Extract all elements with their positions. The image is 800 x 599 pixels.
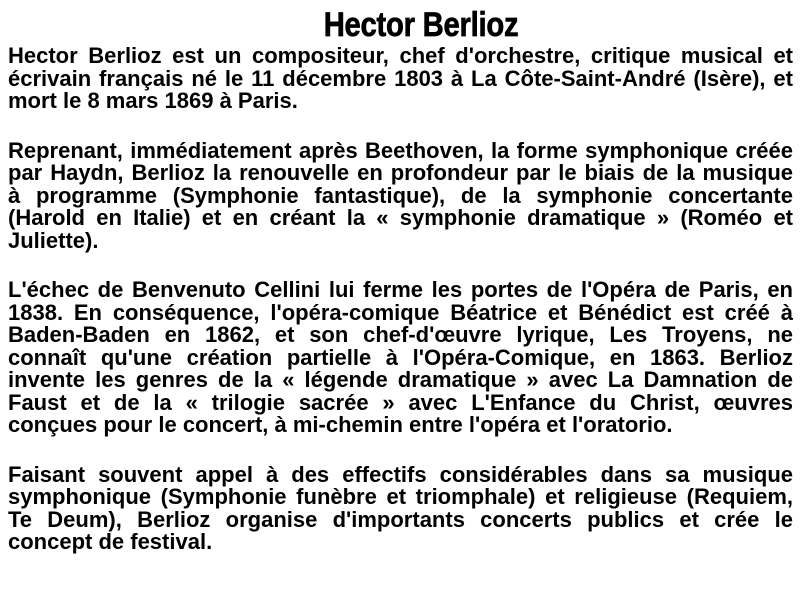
paragraph-line: (Harold en Italie) et en créant la « symphonie dramatique » (Roméo et	[8, 205, 793, 230]
paragraph-line: Te Deum), Berlioz organise d'importants concerts publics et crée le	[8, 506, 793, 532]
paragraph-2	[8, 137, 793, 253]
paragraph-line: Faisant souvent appel à des effectifs considérables dans sa musique	[8, 461, 793, 487]
paragraph-line: L'échec de Benvenuto Cellini lui ferme les portes de l'Opéra de Paris, en	[8, 277, 793, 302]
page-title: Hector Berlioz	[323, 6, 519, 44]
paragraph-line: concept de festival.	[8, 529, 213, 554]
paragraph-line: invente les genres de la « légende dramatique » avec La Damnation de	[8, 367, 793, 392]
paragraph-3	[8, 279, 793, 437]
paragraph-line: Juliette).	[8, 227, 99, 253]
paragraph-line: Reprenant, immédiatement après Beethoven, la forme symphonique créée	[8, 137, 793, 163]
paragraph-line: 1838. En conséquence, l'opéra-comique Béatrice et Bénédict est créé à	[8, 299, 793, 325]
paragraph-line: mort le 8 mars 1869 à Paris.	[8, 88, 298, 113]
document-body	[8, 45, 793, 581]
paragraph-line: Baden-Baden en 1862, et son chef-d'œuvre lyrique, Les Troyens, ne	[8, 322, 793, 347]
paragraph-line: Faust et de la « trilogie sacrée » avec L'Enfance du Christ, œuvres	[8, 389, 793, 415]
paragraph-line: conçues pour le concert, à mi-chemin entre l'opéra et l'oratorio.	[8, 412, 673, 437]
paragraph-line: connaît qu'une création partielle à l'Opéra-Comique, en 1863. Berlioz	[8, 344, 793, 370]
paragraph-4	[8, 461, 793, 554]
paragraph-line: Hector Berlioz est un compositeur, chef d'orchestre, critique musical et	[8, 43, 793, 68]
paragraph-line: à programme (Symphonie fantastique), de la symphonie concertante	[8, 182, 793, 208]
paragraph-line: par Haydn, Berlioz la renouvelle en profondeur par le biais de la musique	[8, 160, 793, 185]
paragraph-line: écrivain français né le 11 décembre 1803 à La Côte-Saint-André (Isère), et	[8, 65, 793, 91]
paragraph-line: symphonique (Symphonie funèbre et triomphale) et religieuse (Requiem,	[8, 484, 793, 509]
paragraph-1	[8, 45, 793, 113]
